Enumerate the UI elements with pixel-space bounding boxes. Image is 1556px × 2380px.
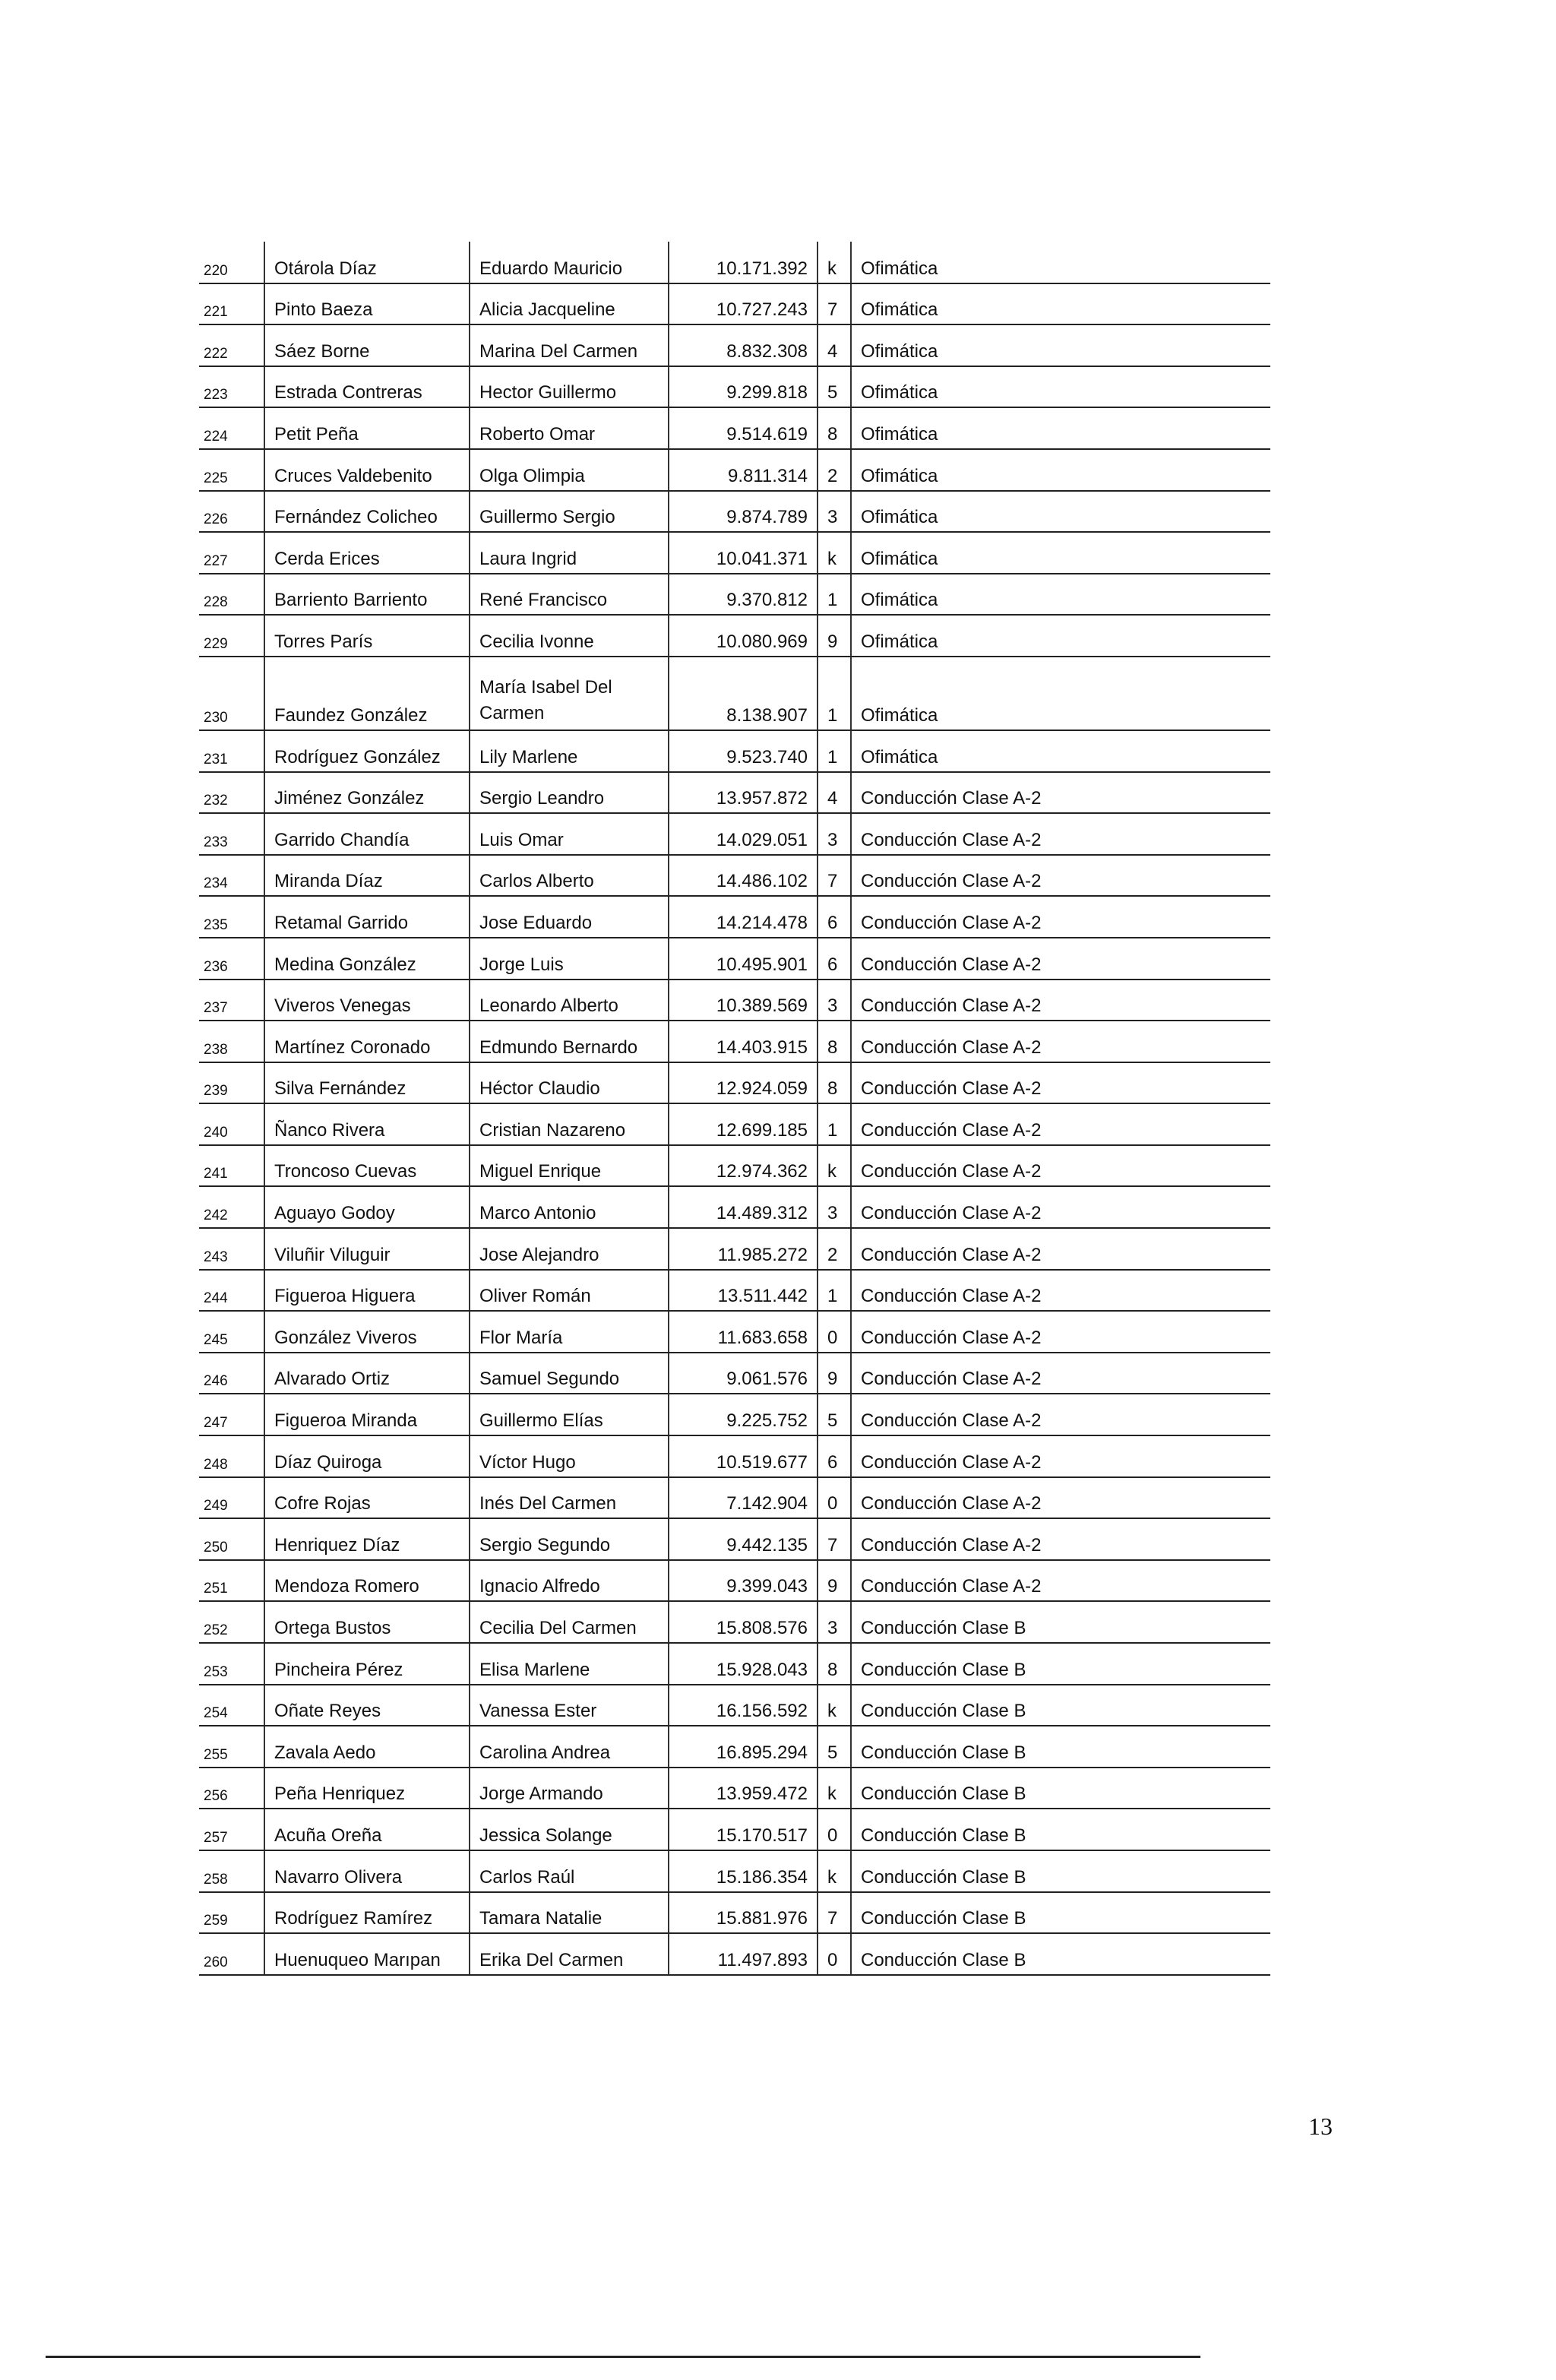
table-row: [199, 657, 1270, 730]
check-digit-cell: k: [818, 532, 851, 574]
row-number: 224: [199, 407, 264, 449]
given-names-cell: Alicia Jacqueline: [470, 283, 669, 325]
course-cell: Conducción Clase A-2: [851, 1394, 1270, 1435]
rut-cell: 12.699.185: [669, 1103, 818, 1145]
surnames-cell: Figueroa Higuera: [264, 1270, 470, 1312]
check-digit-cell: 6: [818, 896, 851, 938]
rut-cell: 9.370.812: [669, 574, 818, 616]
table-row: [199, 242, 1270, 283]
table-row: [199, 1560, 1270, 1602]
check-digit-cell: 9: [818, 1560, 851, 1602]
given-names-cell: Olga Olimpia: [470, 449, 669, 491]
surnames-cell: Aguayo Godoy: [264, 1186, 470, 1228]
row-number: 231: [199, 730, 264, 772]
roster-table: [199, 242, 1270, 1976]
table-row: [199, 1850, 1270, 1892]
course-cell: Ofimática: [851, 491, 1270, 533]
rut-cell: 9.299.818: [669, 366, 818, 408]
rut-cell: 15.928.043: [669, 1643, 818, 1685]
row-number: 257: [199, 1809, 264, 1850]
given-names-cell: Leonardo Alberto: [470, 980, 669, 1021]
surnames-cell: Acuña Oreña: [264, 1809, 470, 1850]
table-row: [199, 1726, 1270, 1768]
course-cell: Conducción Clase B: [851, 1809, 1270, 1850]
surnames-cell: Mendoza Romero: [264, 1560, 470, 1602]
check-digit-cell: 8: [818, 1062, 851, 1104]
rut-cell: 8.832.308: [669, 324, 818, 366]
given-names-cell: Carlos Raúl: [470, 1850, 669, 1892]
surnames-cell: Troncoso Cuevas: [264, 1145, 470, 1187]
rut-cell: 10.080.969: [669, 615, 818, 657]
table-row: [199, 1643, 1270, 1685]
table-row: [199, 730, 1270, 772]
row-number: 250: [199, 1518, 264, 1560]
check-digit-cell: 8: [818, 1021, 851, 1062]
surnames-cell: Petit Peña: [264, 407, 470, 449]
rut-cell: 11.985.272: [669, 1228, 818, 1270]
table-row: [199, 772, 1270, 814]
course-cell: Conducción Clase A-2: [851, 1560, 1270, 1602]
surnames-cell: Faundez González: [264, 657, 470, 730]
rut-cell: 8.138.907: [669, 657, 818, 730]
row-number: 239: [199, 1062, 264, 1104]
rut-cell: 9.399.043: [669, 1560, 818, 1602]
given-names-cell: Guillermo Elías: [470, 1394, 669, 1435]
rut-cell: 10.389.569: [669, 980, 818, 1021]
check-digit-cell: 4: [818, 772, 851, 814]
check-digit-cell: 0: [818, 1477, 851, 1519]
check-digit-cell: 1: [818, 730, 851, 772]
check-digit-cell: 2: [818, 1228, 851, 1270]
given-names-cell: Marco Antonio: [470, 1186, 669, 1228]
check-digit-cell: 9: [818, 615, 851, 657]
table-row: [199, 1228, 1270, 1270]
given-names-cell: Héctor Claudio: [470, 1062, 669, 1104]
given-names-cell: María Isabel Del Carmen: [470, 657, 669, 730]
rut-cell: 14.403.915: [669, 1021, 818, 1062]
table-row: [199, 1601, 1270, 1643]
row-number: 255: [199, 1726, 264, 1768]
surnames-cell: González Viveros: [264, 1311, 470, 1353]
check-digit-cell: k: [818, 1850, 851, 1892]
surnames-cell: Jiménez González: [264, 772, 470, 814]
rut-cell: 10.041.371: [669, 532, 818, 574]
surnames-cell: Díaz Quiroga: [264, 1435, 470, 1477]
course-cell: Ofimática: [851, 730, 1270, 772]
course-cell: Conducción Clase B: [851, 1601, 1270, 1643]
check-digit-cell: 0: [818, 1933, 851, 1975]
bottom-rule: [46, 2356, 1200, 2358]
given-names-cell: Sergio Segundo: [470, 1518, 669, 1560]
rut-cell: 14.214.478: [669, 896, 818, 938]
table-row: [199, 1685, 1270, 1726]
check-digit-cell: k: [818, 1768, 851, 1809]
given-names-cell: René Francisco: [470, 574, 669, 616]
given-names-cell: Flor María: [470, 1311, 669, 1353]
row-number: 229: [199, 615, 264, 657]
check-digit-cell: 6: [818, 938, 851, 980]
check-digit-cell: k: [818, 1145, 851, 1187]
given-names-cell: Inés Del Carmen: [470, 1477, 669, 1519]
check-digit-cell: 0: [818, 1311, 851, 1353]
surnames-cell: Pinto Baeza: [264, 283, 470, 325]
rut-cell: 9.811.314: [669, 449, 818, 491]
row-number: 247: [199, 1394, 264, 1435]
surnames-cell: Retamal Garrido: [264, 896, 470, 938]
course-cell: Ofimática: [851, 324, 1270, 366]
row-number: 232: [199, 772, 264, 814]
rut-cell: 11.497.893: [669, 1933, 818, 1975]
surnames-cell: Garrido Chandía: [264, 813, 470, 855]
check-digit-cell: 3: [818, 980, 851, 1021]
row-number: 220: [199, 242, 264, 283]
given-names-cell: Miguel Enrique: [470, 1145, 669, 1187]
given-names-cell: Carlos Alberto: [470, 855, 669, 897]
given-names-cell: Carolina Andrea: [470, 1726, 669, 1768]
surnames-cell: Peña Henriquez: [264, 1768, 470, 1809]
table-row: [199, 896, 1270, 938]
course-cell: Ofimática: [851, 657, 1270, 730]
table-row: [199, 283, 1270, 325]
given-names-cell: Jose Alejandro: [470, 1228, 669, 1270]
row-number: 248: [199, 1435, 264, 1477]
table-row: [199, 1933, 1270, 1975]
table-row: [199, 532, 1270, 574]
table-row: [199, 1145, 1270, 1187]
table-row: [199, 574, 1270, 616]
surnames-cell: Henriquez Díaz: [264, 1518, 470, 1560]
given-names-cell: Ignacio Alfredo: [470, 1560, 669, 1602]
surnames-cell: Huenuqueo Marıpan: [264, 1933, 470, 1975]
given-names-cell: Elisa Marlene: [470, 1643, 669, 1685]
roster-body: [199, 242, 1270, 1975]
row-number: 227: [199, 532, 264, 574]
given-names-cell: Erika Del Carmen: [470, 1933, 669, 1975]
table-row: [199, 980, 1270, 1021]
given-names-cell: Vanessa Ester: [470, 1685, 669, 1726]
rut-cell: 7.142.904: [669, 1477, 818, 1519]
table-row: [199, 1270, 1270, 1312]
table-row: [199, 1186, 1270, 1228]
given-names-cell: Cristian Nazareno: [470, 1103, 669, 1145]
course-cell: Conducción Clase A-2: [851, 1145, 1270, 1187]
check-digit-cell: 7: [818, 855, 851, 897]
surnames-cell: Sáez Borne: [264, 324, 470, 366]
course-cell: Ofimática: [851, 574, 1270, 616]
course-cell: Conducción Clase A-2: [851, 813, 1270, 855]
given-names-cell: Guillermo Sergio: [470, 491, 669, 533]
surnames-cell: Torres París: [264, 615, 470, 657]
row-number: 234: [199, 855, 264, 897]
row-number: 230: [199, 657, 264, 730]
given-names-cell: Jorge Armando: [470, 1768, 669, 1809]
row-number: 252: [199, 1601, 264, 1643]
given-names-cell: Jorge Luis: [470, 938, 669, 980]
given-names-cell: Samuel Segundo: [470, 1353, 669, 1394]
row-number: 233: [199, 813, 264, 855]
course-cell: Conducción Clase A-2: [851, 772, 1270, 814]
given-names-cell: Jose Eduardo: [470, 896, 669, 938]
surnames-cell: Navarro Olivera: [264, 1850, 470, 1892]
surnames-cell: Oñate Reyes: [264, 1685, 470, 1726]
row-number: 221: [199, 283, 264, 325]
rut-cell: 9.514.619: [669, 407, 818, 449]
check-digit-cell: k: [818, 242, 851, 283]
table-row: [199, 1518, 1270, 1560]
check-digit-cell: 1: [818, 1103, 851, 1145]
row-number: 259: [199, 1892, 264, 1934]
rut-cell: 14.486.102: [669, 855, 818, 897]
rut-cell: 10.519.677: [669, 1435, 818, 1477]
check-digit-cell: 8: [818, 407, 851, 449]
surnames-cell: Rodríguez González: [264, 730, 470, 772]
surnames-cell: Estrada Contreras: [264, 366, 470, 408]
course-cell: Conducción Clase B: [851, 1892, 1270, 1934]
page-number: 13: [1308, 2113, 1333, 2140]
surnames-cell: Figueroa Miranda: [264, 1394, 470, 1435]
rut-cell: 15.808.576: [669, 1601, 818, 1643]
rut-cell: 16.895.294: [669, 1726, 818, 1768]
row-number: 240: [199, 1103, 264, 1145]
check-digit-cell: 1: [818, 1270, 851, 1312]
check-digit-cell: 7: [818, 1892, 851, 1934]
course-cell: Conducción Clase B: [851, 1768, 1270, 1809]
table-row: [199, 938, 1270, 980]
rut-cell: 13.957.872: [669, 772, 818, 814]
given-names-cell: Hector Guillermo: [470, 366, 669, 408]
course-cell: Conducción Clase A-2: [851, 1353, 1270, 1394]
rut-cell: 12.924.059: [669, 1062, 818, 1104]
course-cell: Ofimática: [851, 366, 1270, 408]
surnames-cell: Otárola Díaz: [264, 242, 470, 283]
check-digit-cell: 5: [818, 366, 851, 408]
rut-cell: 14.029.051: [669, 813, 818, 855]
surnames-cell: Martínez Coronado: [264, 1021, 470, 1062]
row-number: 242: [199, 1186, 264, 1228]
given-names-cell: Roberto Omar: [470, 407, 669, 449]
course-cell: Conducción Clase A-2: [851, 1103, 1270, 1145]
rut-cell: 9.874.789: [669, 491, 818, 533]
surnames-cell: Pincheira Pérez: [264, 1643, 470, 1685]
row-number: 254: [199, 1685, 264, 1726]
rut-cell: 13.511.442: [669, 1270, 818, 1312]
surnames-cell: Cruces Valdebenito: [264, 449, 470, 491]
course-cell: Conducción Clase B: [851, 1643, 1270, 1685]
course-cell: Ofimática: [851, 615, 1270, 657]
table-row: [199, 1353, 1270, 1394]
row-number: 235: [199, 896, 264, 938]
surnames-cell: Ñanco Rivera: [264, 1103, 470, 1145]
check-digit-cell: k: [818, 1685, 851, 1726]
check-digit-cell: 7: [818, 283, 851, 325]
table-row: [199, 813, 1270, 855]
row-number: 256: [199, 1768, 264, 1809]
row-number: 225: [199, 449, 264, 491]
surnames-cell: Barriento Barriento: [264, 574, 470, 616]
check-digit-cell: 5: [818, 1726, 851, 1768]
course-cell: Conducción Clase A-2: [851, 980, 1270, 1021]
table-row: [199, 615, 1270, 657]
table-row: [199, 491, 1270, 533]
check-digit-cell: 6: [818, 1435, 851, 1477]
given-names-cell: Jessica Solange: [470, 1809, 669, 1850]
row-number: 226: [199, 491, 264, 533]
check-digit-cell: 3: [818, 813, 851, 855]
given-names-cell: Sergio Leandro: [470, 772, 669, 814]
row-number: 253: [199, 1643, 264, 1685]
table-row: [199, 1394, 1270, 1435]
rut-cell: 9.061.576: [669, 1353, 818, 1394]
course-cell: Conducción Clase A-2: [851, 1435, 1270, 1477]
row-number: 251: [199, 1560, 264, 1602]
surnames-cell: Fernández Colicheo: [264, 491, 470, 533]
check-digit-cell: 4: [818, 324, 851, 366]
given-names-cell: Luis Omar: [470, 813, 669, 855]
surnames-cell: Viluñir Viluguir: [264, 1228, 470, 1270]
table-row: [199, 1021, 1270, 1062]
check-digit-cell: 9: [818, 1353, 851, 1394]
given-names-cell: Laura Ingrid: [470, 532, 669, 574]
surnames-cell: Cofre Rojas: [264, 1477, 470, 1519]
course-cell: Conducción Clase A-2: [851, 1062, 1270, 1104]
given-names-cell: Lily Marlene: [470, 730, 669, 772]
rut-cell: 9.225.752: [669, 1394, 818, 1435]
row-number: 260: [199, 1933, 264, 1975]
row-number: 228: [199, 574, 264, 616]
course-cell: Conducción Clase A-2: [851, 855, 1270, 897]
course-cell: Conducción Clase A-2: [851, 1228, 1270, 1270]
rut-cell: 15.881.976: [669, 1892, 818, 1934]
course-cell: Conducción Clase B: [851, 1850, 1270, 1892]
row-number: 241: [199, 1145, 264, 1187]
rut-cell: 10.727.243: [669, 283, 818, 325]
rut-cell: 9.523.740: [669, 730, 818, 772]
course-cell: Conducción Clase A-2: [851, 1021, 1270, 1062]
course-cell: Conducción Clase A-2: [851, 938, 1270, 980]
given-names-cell: Marina Del Carmen: [470, 324, 669, 366]
rut-cell: 9.442.135: [669, 1518, 818, 1560]
surnames-cell: Medina González: [264, 938, 470, 980]
course-cell: Conducción Clase A-2: [851, 1477, 1270, 1519]
check-digit-cell: 7: [818, 1518, 851, 1560]
surnames-cell: Alvarado Ortiz: [264, 1353, 470, 1394]
rut-cell: 14.489.312: [669, 1186, 818, 1228]
given-names-cell: Cecilia Del Carmen: [470, 1601, 669, 1643]
rut-cell: 10.171.392: [669, 242, 818, 283]
check-digit-cell: 3: [818, 1186, 851, 1228]
course-cell: Ofimática: [851, 449, 1270, 491]
table-row: [199, 449, 1270, 491]
table-row: [199, 1892, 1270, 1934]
course-cell: Ofimática: [851, 283, 1270, 325]
table-row: [199, 407, 1270, 449]
rut-cell: 11.683.658: [669, 1311, 818, 1353]
given-names-cell: Eduardo Mauricio: [470, 242, 669, 283]
surnames-cell: Zavala Aedo: [264, 1726, 470, 1768]
row-number: 237: [199, 980, 264, 1021]
rut-cell: 15.186.354: [669, 1850, 818, 1892]
check-digit-cell: 1: [818, 657, 851, 730]
check-digit-cell: 5: [818, 1394, 851, 1435]
course-cell: Conducción Clase A-2: [851, 1311, 1270, 1353]
check-digit-cell: 3: [818, 491, 851, 533]
table-row: [199, 1103, 1270, 1145]
row-number: 236: [199, 938, 264, 980]
surnames-cell: Viveros Venegas: [264, 980, 470, 1021]
course-cell: Conducción Clase B: [851, 1685, 1270, 1726]
surnames-cell: Rodríguez Ramírez: [264, 1892, 470, 1934]
row-number: 243: [199, 1228, 264, 1270]
course-cell: Conducción Clase A-2: [851, 1518, 1270, 1560]
course-cell: Conducción Clase A-2: [851, 1270, 1270, 1312]
table-row: [199, 324, 1270, 366]
surnames-cell: Cerda Erices: [264, 532, 470, 574]
course-cell: Ofimática: [851, 532, 1270, 574]
table-row: [199, 1768, 1270, 1809]
rut-cell: 10.495.901: [669, 938, 818, 980]
check-digit-cell: 1: [818, 574, 851, 616]
rut-cell: 12.974.362: [669, 1145, 818, 1187]
surnames-cell: Ortega Bustos: [264, 1601, 470, 1643]
row-number: 258: [199, 1850, 264, 1892]
given-names-cell: Tamara Natalie: [470, 1892, 669, 1934]
table-row: [199, 1311, 1270, 1353]
row-number: 246: [199, 1353, 264, 1394]
given-names-cell: Edmundo Bernardo: [470, 1021, 669, 1062]
table-row: [199, 1477, 1270, 1519]
row-number: 245: [199, 1311, 264, 1353]
rut-cell: 16.156.592: [669, 1685, 818, 1726]
course-cell: Conducción Clase B: [851, 1933, 1270, 1975]
course-cell: Conducción Clase B: [851, 1726, 1270, 1768]
check-digit-cell: 2: [818, 449, 851, 491]
given-names-cell: Cecilia Ivonne: [470, 615, 669, 657]
surnames-cell: Silva Fernández: [264, 1062, 470, 1104]
row-number: 249: [199, 1477, 264, 1519]
rut-cell: 13.959.472: [669, 1768, 818, 1809]
check-digit-cell: 3: [818, 1601, 851, 1643]
course-cell: Ofimática: [851, 407, 1270, 449]
check-digit-cell: 8: [818, 1643, 851, 1685]
table-row: [199, 366, 1270, 408]
table-row: [199, 1809, 1270, 1850]
rut-cell: 15.170.517: [669, 1809, 818, 1850]
surnames-cell: Miranda Díaz: [264, 855, 470, 897]
row-number: 244: [199, 1270, 264, 1312]
given-names-cell: Oliver Román: [470, 1270, 669, 1312]
course-cell: Ofimática: [851, 242, 1270, 283]
given-names-cell: Víctor Hugo: [470, 1435, 669, 1477]
table-row: [199, 855, 1270, 897]
course-cell: Conducción Clase A-2: [851, 1186, 1270, 1228]
table-row: [199, 1435, 1270, 1477]
check-digit-cell: 0: [818, 1809, 851, 1850]
row-number: 222: [199, 324, 264, 366]
table-row: [199, 1062, 1270, 1104]
row-number: 223: [199, 366, 264, 408]
row-number: 238: [199, 1021, 264, 1062]
course-cell: Conducción Clase A-2: [851, 896, 1270, 938]
